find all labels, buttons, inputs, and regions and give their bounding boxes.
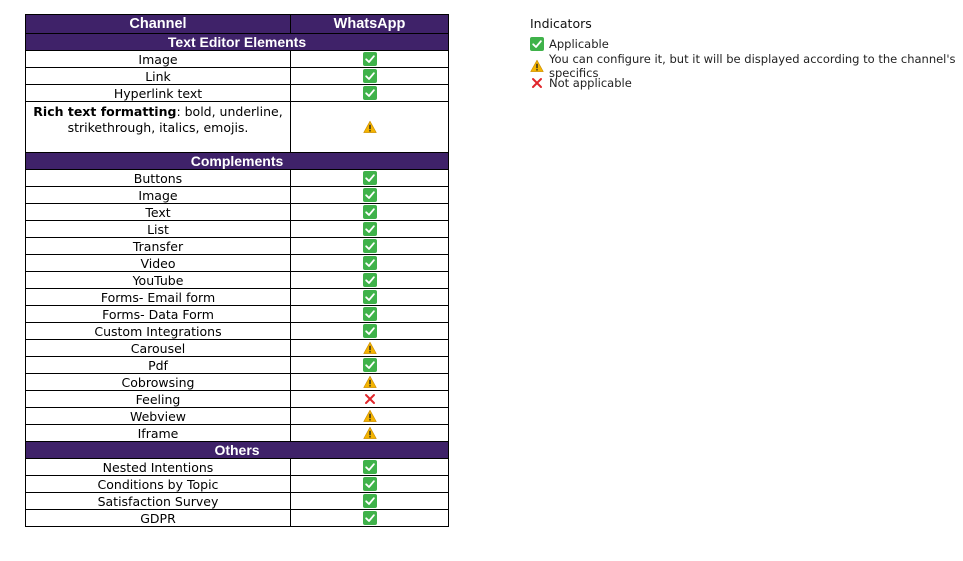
row-label: Nested Intentions <box>26 459 291 476</box>
header-whatsapp: WhatsApp <box>291 15 449 34</box>
row-status-cell <box>291 374 449 391</box>
row-label: YouTube <box>26 272 291 289</box>
row-status-cell <box>291 408 449 425</box>
row-status-cell <box>291 306 449 323</box>
row-status-cell <box>291 238 449 255</box>
check-mark-icon <box>530 37 544 51</box>
legend-item-text: Not applicable <box>549 75 632 90</box>
warning-icon <box>363 341 377 355</box>
table-row <box>26 323 449 340</box>
check-mark-icon <box>363 205 377 219</box>
row-status-cell <box>291 204 449 221</box>
row-label: Forms- Email form <box>26 289 291 306</box>
legend-item <box>530 51 963 80</box>
check-mark-icon <box>363 273 377 287</box>
row-status-cell <box>291 357 449 374</box>
check-mark-icon <box>363 188 377 202</box>
table-row <box>26 306 449 323</box>
row-status-cell <box>291 68 449 85</box>
legend-item-text: You can configure it, but it will be displayed according to the channel's specifics <box>549 51 956 80</box>
check-mark-icon <box>363 52 377 66</box>
check-mark-icon <box>363 69 377 83</box>
check-mark-icon <box>363 256 377 270</box>
section-header-row <box>26 34 449 51</box>
row-label: Feeling <box>26 391 291 408</box>
row-status-cell <box>291 391 449 408</box>
table-header-row <box>26 15 449 34</box>
table-row <box>26 187 449 204</box>
cross-mark-icon <box>363 392 377 406</box>
table-row <box>26 476 449 493</box>
check-mark-icon <box>363 460 377 474</box>
table-row <box>26 68 449 85</box>
row-status-cell <box>291 102 449 153</box>
row-label: Iframe <box>26 425 291 442</box>
indicators-legend <box>530 16 963 91</box>
row-status-cell <box>291 187 449 204</box>
row-label: Text <box>26 204 291 221</box>
row-label <box>26 102 291 153</box>
check-mark-icon <box>363 307 377 321</box>
table-row <box>26 459 449 476</box>
row-status-cell <box>291 85 449 102</box>
row-label: Conditions by Topic <box>26 476 291 493</box>
compatibility-table <box>25 14 449 527</box>
row-label: Transfer <box>26 238 291 255</box>
row-status-cell <box>291 323 449 340</box>
table-row <box>26 85 449 102</box>
table-row <box>26 272 449 289</box>
legend-title: Indicators <box>530 16 592 31</box>
check-mark-icon <box>363 324 377 338</box>
row-status-cell <box>291 221 449 238</box>
row-label: Image <box>26 51 291 68</box>
table-row <box>26 340 449 357</box>
check-mark-icon <box>363 477 377 491</box>
check-mark-icon <box>363 290 377 304</box>
row-status-cell <box>291 289 449 306</box>
row-status-cell <box>291 510 449 527</box>
table-row <box>26 391 449 408</box>
cross-mark-icon <box>530 76 544 90</box>
table-row <box>26 425 449 442</box>
row-label: GDPR <box>26 510 291 527</box>
header-channel: Channel <box>26 15 291 34</box>
row-label: Forms- Data Form <box>26 306 291 323</box>
section-title: Complements <box>26 153 449 170</box>
table-row <box>26 102 449 153</box>
row-label: Satisfaction Survey <box>26 493 291 510</box>
row-label: Cobrowsing <box>26 374 291 391</box>
table-row <box>26 51 449 68</box>
check-mark-icon <box>363 222 377 236</box>
table-row <box>26 357 449 374</box>
check-mark-icon <box>363 511 377 525</box>
row-label: Link <box>26 68 291 85</box>
table-row <box>26 510 449 527</box>
row-status-cell <box>291 340 449 357</box>
row-label-bold: Rich text formatting <box>33 104 177 119</box>
row-status-cell <box>291 51 449 68</box>
legend-items <box>530 35 963 91</box>
warning-icon <box>530 59 544 73</box>
legend-item-text: Applicable <box>549 36 609 51</box>
row-label: Custom Integrations <box>26 323 291 340</box>
table-row <box>26 408 449 425</box>
table-row <box>26 238 449 255</box>
check-mark-icon <box>363 239 377 253</box>
check-mark-icon <box>363 86 377 100</box>
row-label: Hyperlink text <box>26 85 291 102</box>
check-mark-icon <box>363 358 377 372</box>
table-row <box>26 204 449 221</box>
section-title: Text Editor Elements <box>26 34 449 51</box>
table-body <box>26 34 449 527</box>
table-row <box>26 374 449 391</box>
row-status-cell <box>291 493 449 510</box>
warning-icon <box>363 120 377 134</box>
row-status-cell <box>291 476 449 493</box>
row-label: Pdf <box>26 357 291 374</box>
row-status-cell <box>291 459 449 476</box>
row-label: Video <box>26 255 291 272</box>
warning-icon <box>363 375 377 389</box>
row-label: Carousel <box>26 340 291 357</box>
check-mark-icon <box>363 494 377 508</box>
row-label: Buttons <box>26 170 291 187</box>
table-row <box>26 170 449 187</box>
legend-item <box>530 35 963 52</box>
row-status-cell <box>291 425 449 442</box>
table-row <box>26 493 449 510</box>
warning-icon <box>363 426 377 440</box>
row-label-rest: : bold, underline, strikethrough, italics, emojis. <box>67 104 283 135</box>
row-status-cell <box>291 170 449 187</box>
section-title: Others <box>26 442 449 459</box>
table-row <box>26 255 449 272</box>
row-label: List <box>26 221 291 238</box>
row-label: Image <box>26 187 291 204</box>
row-status-cell <box>291 272 449 289</box>
row-label: Webview <box>26 408 291 425</box>
section-header-row <box>26 153 449 170</box>
section-header-row <box>26 442 449 459</box>
warning-icon <box>363 409 377 423</box>
table-row <box>26 289 449 306</box>
row-status-cell <box>291 255 449 272</box>
check-mark-icon <box>363 171 377 185</box>
table-row <box>26 221 449 238</box>
